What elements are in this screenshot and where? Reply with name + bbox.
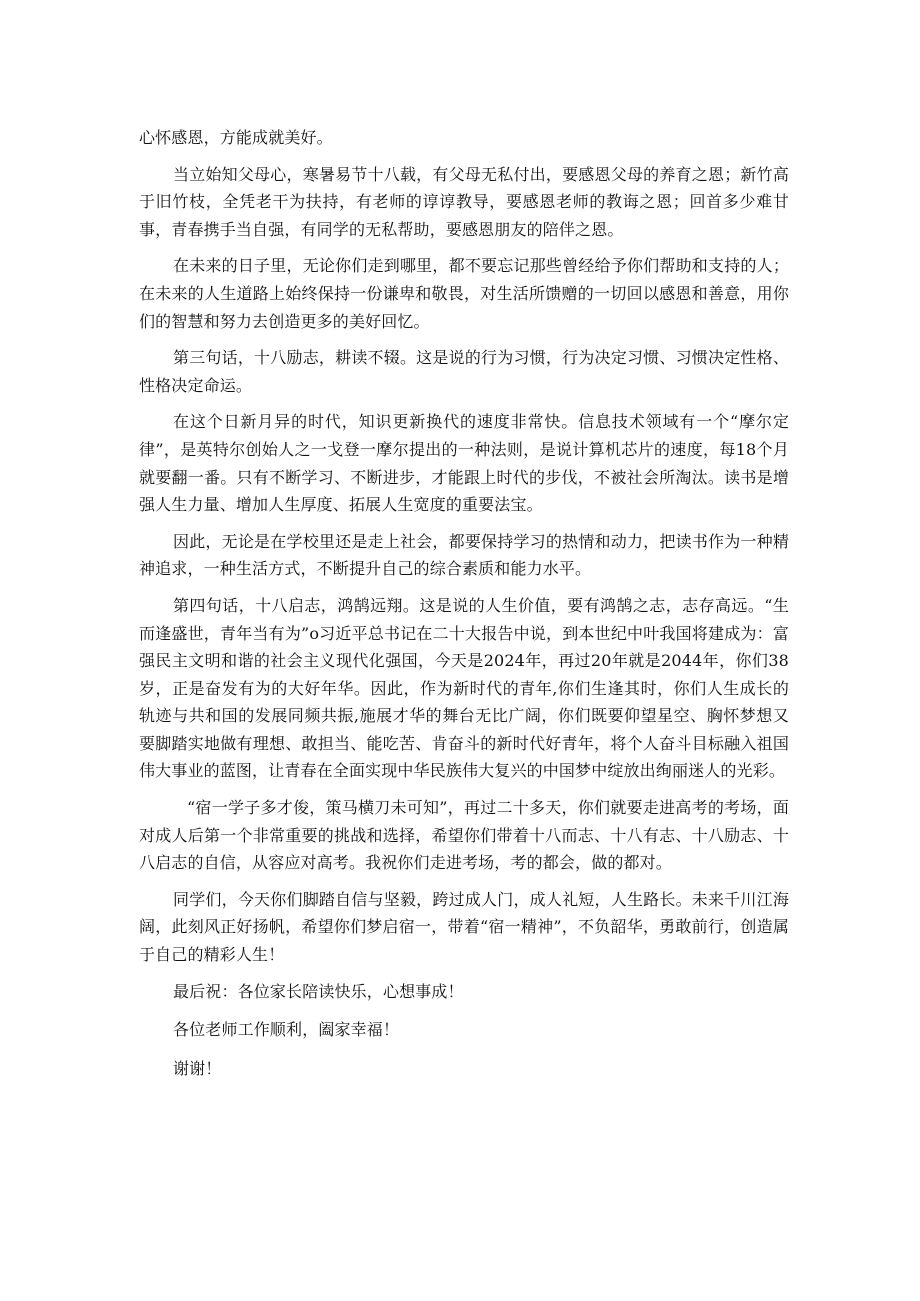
document-body (139, 124, 789, 1093)
paragraph-gratitude: 当立始知父母心，寒暑易节十八载，有父母无私付出，要感恩父母的养育之恩；新竹高于旧竹枝，全凭老干为扶持，有老师的谆谆教导，要感恩老师的教诲之恩；回首多少难甘事，青春携手当自强，有同学的无私帮助，要感恩朋友的陪伴之恩。 (139, 164, 789, 239)
paragraph-reading: 因此，无论是在学校里还是走上社会，都要保持学习的热情和动力，把读书作为一种精神追求，一种生活方式，不断提升自己的综合素质和能力水平。 (139, 531, 789, 579)
paragraph-exam: “宿一学子多才俊，策马横刀未可知”，再过二十多天，你们就要走进高考的考场，面对成人后第一个非常重要的挑战和选择，希望你们带着十八而志、十八有志、十八励志、十八启志的自信，从容应对高考。我祝你们走进考场，考的都会，做的都对。 (139, 798, 789, 873)
paragraph-classmates: 同学们，今天你们脚踏自信与坚毅，跨过成人门，成人礼短，人生路长。未来千川江海阔，此刻风正好扬帆，希望你们梦启宿一，带着“宿一精神”，不负韶华，勇敢前行，创造属于自己的精彩人生！ (139, 889, 789, 965)
paragraph-future: 在未来的日子里，无论你们走到哪里，都不要忘记那些曾经给予你们帮助和支持的人；在未来的人生道路上始终保持一份谦卑和敬畏，对生活所馈赠的一切回以感恩和善意，用你们的智慧和努力去创造更多的美好回忆。 (139, 256, 789, 331)
paragraph-moore-law: 在这个日新月异的时代，知识更新换代的速度非常快。信息技术领域有一个“摩尔定律”，是英特尔创始人之一戈登一摩尔提出的一种法则，是说计算机芯片的速度，每18个月就要翻一番。只有不断学习、不断进步，才能跟上时代的步伐，不被社会所淘汰。读书是增强人生力量、增加人生厚度、拓展人生宽度的重要法宝。 (139, 412, 789, 515)
paragraph-wishes-parents: 最后祝：各位家长陪读快乐，心想事成！ (173, 981, 464, 1001)
paragraph-fourth-point: 第四句话，十八启志，鸿鹄远翔。这是说的人生价值，要有鸿鹄之志，志存高远。“生而逢盛世，青年当有为”o习近平总书记在二十大报告中说，到本世纪中叶我国将建成为：富强民主文明和谐的社会主义现代化强国，今天是2024年，再过20年就是2044年，你们38岁，正是奋发有为的大好年华。因此，作为新时代的青年,你们生逢其时，你们人生成长的轨迹与共和国的发展同频共振,施展才华的舞台无比广阔，你们既要仰望星空、胸怀梦想又要脚踏实地做有理想、敢担当、能吃苦、肯奋斗的新时代好青年，将个人奋斗目标融入祖国伟大事业的蓝图，让青春在全面实现中华民族伟大复兴的中国梦中绽放出绚丽迷人的光彩。 (139, 595, 789, 781)
paragraph-thanks: 谢谢！ (173, 1058, 222, 1078)
paragraph-third-point: 第三句话，十八励志，耕读不辍。这是说的行为习惯，行为决定习惯、习惯决定性格、性格决定命运。 (139, 348, 789, 395)
paragraph-closing-sentence: 心怀感恩，方能成就美好。 (139, 128, 333, 147)
paragraph-wishes-teachers: 各位老师工作顺利，阖家幸福！ (173, 1020, 400, 1040)
